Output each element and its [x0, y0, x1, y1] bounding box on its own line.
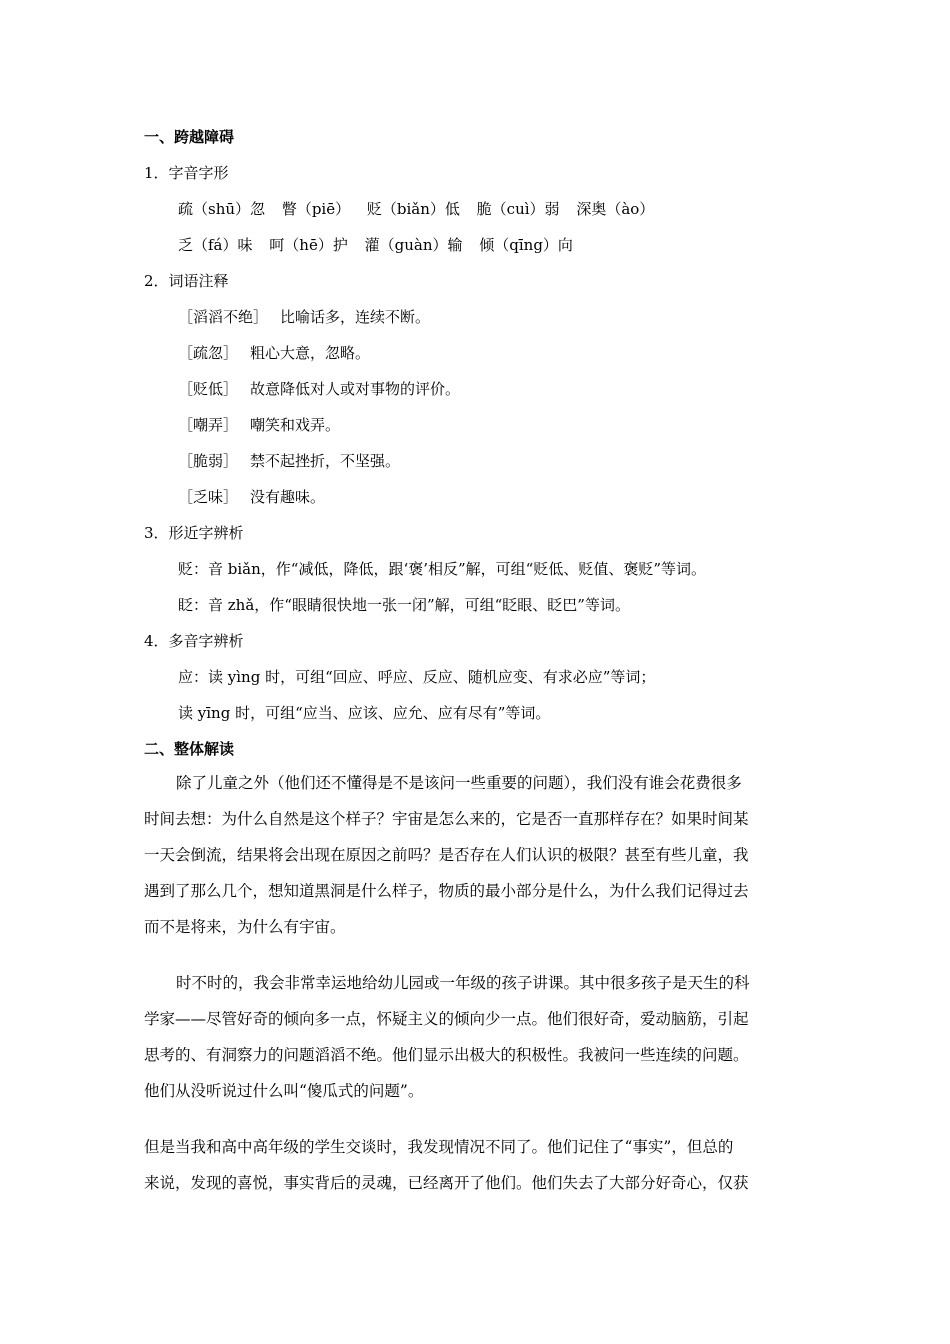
pronunciation-item: 呵（hē）护	[269, 236, 348, 254]
glossary-definition: 故意降低对人或对事物的评价。	[250, 380, 461, 398]
pronunciation-item: 倾（qīng）向	[479, 236, 573, 254]
pronunciation-item: 灌（guàn）输	[364, 236, 463, 254]
subsection-heading: 2．词语注释	[144, 272, 229, 290]
glossary-term: ［脆弱］	[178, 452, 239, 470]
character-analysis-line: 眨：音 zhǎ，作“眼睛很快地一张一闭”解，可组“眨眼、眨巴”等词。	[178, 596, 630, 614]
glossary-definition: 嘲笑和戏弄。	[250, 416, 341, 434]
paragraph-line: 来说，发现的喜悦，事实背后的灵魂，已经离开了他们。他们失去了大部分好奇心，仅获	[144, 1174, 749, 1192]
paragraph-line: 学家——尽管好奇的倾向多一点，怀疑主义的倾向少一点。他们很好奇，爱动脑筋，引起	[144, 1010, 749, 1028]
glossary-term: ［嘲弄］	[178, 416, 239, 434]
glossary-item	[178, 343, 370, 363]
pronunciation-item: 乏（fá）味	[178, 236, 253, 254]
pronunciation-item: 贬（biǎn）低	[366, 200, 460, 218]
glossary-term: ［乏味］	[178, 488, 239, 506]
glossary-definition: 禁不起挫折，不坚强。	[250, 452, 401, 470]
paragraph-line: 而不是将来，为什么有宇宙。	[144, 918, 346, 936]
pronunciation-item: 疏（shū）忽	[178, 200, 266, 218]
pronunciation-item: 瞥（piē）	[281, 200, 351, 218]
glossary-item	[178, 307, 430, 327]
subsection-heading: 3．形近字辨析	[144, 524, 244, 542]
pronunciation-row	[178, 235, 573, 255]
paragraph-line: 他们从没听说过什么叫“傻瓜式的问题”。	[144, 1082, 424, 1100]
pronunciation-item: 脆（cuì）弱	[476, 200, 560, 218]
glossary-item	[178, 451, 400, 471]
subsection-heading: 1．字音字形	[144, 164, 229, 182]
glossary-item	[178, 379, 460, 399]
character-analysis-line: 贬：音 biǎn，作“减低，降低，跟‘褒’相反”解，可组“贬低、贬值、褒贬”等词。	[178, 560, 706, 578]
pronunciation-row	[178, 199, 654, 219]
subsection-heading: 4．多音字辨析	[144, 632, 244, 650]
glossary-definition: 粗心大意，忽略。	[250, 344, 371, 362]
pronunciation-item: 深奥（ào）	[576, 200, 655, 218]
paragraph-line: 时不时的，我会非常幸运地给幼儿园或一年级的孩子讲课。其中很多孩子是天生的科	[176, 974, 750, 992]
paragraph-line: 但是当我和高中高年级的学生交谈时，我发现情况不同了。他们记住了“事实”，但总的	[144, 1138, 734, 1156]
glossary-definition: 没有趣味。	[250, 488, 326, 506]
glossary-term: ［疏忽］	[178, 344, 239, 362]
paragraph	[144, 965, 808, 1109]
section-heading: 一、跨越障碍	[144, 128, 235, 146]
paragraph-line: 遇到了那么几个，想知道黑洞是什么样子，物质的最小部分是什么，为什么我们记得过去	[144, 882, 749, 900]
paragraph	[144, 1129, 808, 1201]
glossary-term: ［贬低］	[178, 380, 239, 398]
glossary-term: ［滔滔不绝］	[178, 308, 269, 326]
polyphone-line: 应：读 yìng 时，可组“回应、呼应、反应、随机应变、有求必应”等词；	[178, 668, 656, 686]
paragraph	[144, 765, 808, 945]
glossary-item	[178, 415, 340, 435]
glossary-definition: 比喻话多，连续不断。	[280, 308, 431, 326]
paragraph-line: 一天会倒流，结果将会出现在原因之前吗？是否存在人们认识的极限？甚至有些儿童，我	[144, 846, 749, 864]
paragraph-line: 时间去想：为什么自然是这个样子？宇宙是怎么来的，它是否一直那样存在？如果时间某	[144, 810, 749, 828]
glossary-item	[178, 487, 325, 507]
paragraph-line: 思考的、有洞察力的问题滔滔不绝。他们显示出极大的积极性。我被问一些连续的问题。	[144, 1046, 749, 1064]
paragraph-line: 除了儿童之外（他们还不懂得是不是该问一些重要的问题），我们没有谁会花费很多	[176, 774, 742, 792]
polyphone-line: 读 yīng 时，可组“应当、应该、应允、应有尽有”等词。	[178, 704, 551, 722]
section-heading: 二、整体解读	[144, 740, 235, 758]
